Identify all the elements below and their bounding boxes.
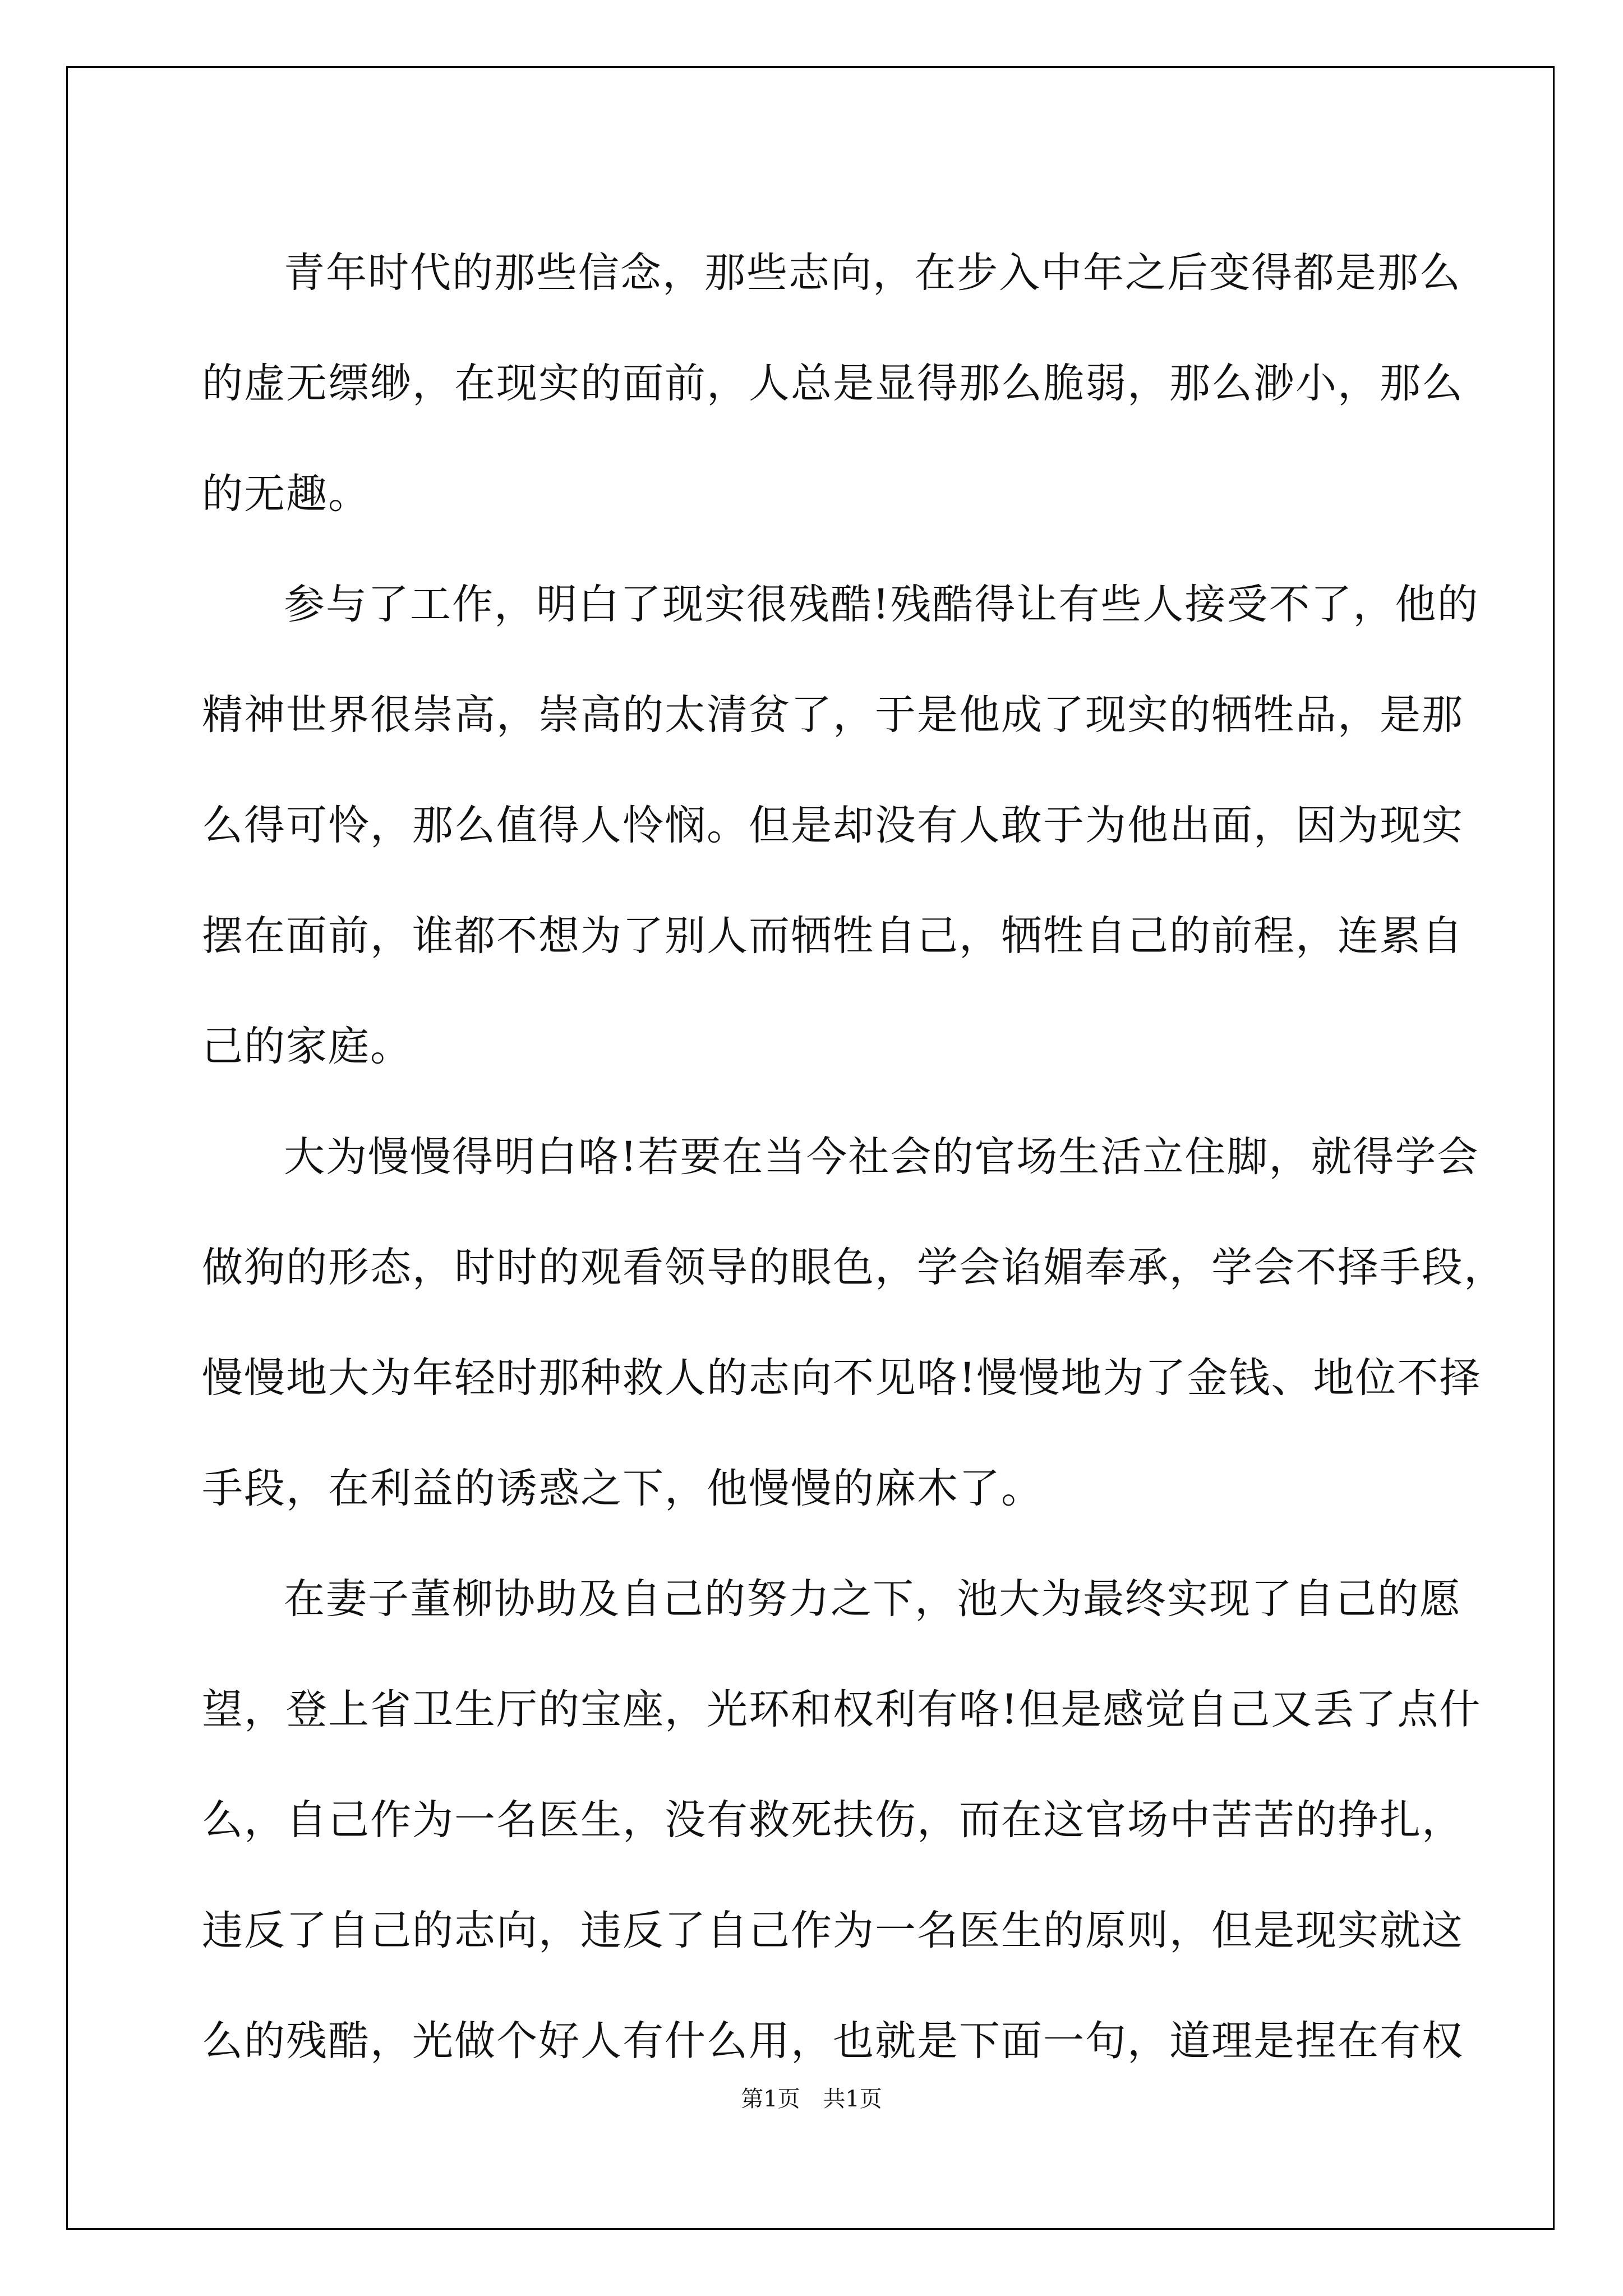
text-line: 么的残酷，光做个好人有什么用，也就是下面一句，道理是捏在有权 [202,2017,1464,2065]
text-line: 青年时代的那些信念，那些志向，在步入中年之后变得都是那么 [284,249,1461,297]
text-line: 望，登上省卫生厅的宝座，光环和权利有咯!但是感觉自己又丢了点什 [202,1686,1482,1733]
page-footer [0,2081,1623,2113]
text-line: 的无趣。 [202,470,370,518]
text-line: 么，自己作为一名医生，没有救死扶伤，而在这官场中苦苦的挣扎， [202,1796,1464,1844]
paragraph-4 [202,1544,1482,2096]
text-line: 大为慢慢得明白咯!若要在当今社会的官场生活立住脚，就得学会 [284,1133,1479,1181]
text-line: 的虚无缥缈，在现实的面前，人总是显得那么脆弱，那么渺小，那么 [202,360,1464,407]
text-line: 做狗的形态，时时的观看领导的眼色，学会谄媚奉承，学会不择手段， [202,1244,1506,1291]
text-line: 违反了自己的志向，违反了自己作为一名医生的原则，但是现实就这 [202,1907,1464,1954]
paragraph-1 [202,218,1464,549]
document-body [202,218,1506,2096]
text-line: 慢慢地大为年轻时那种救人的志向不见咯!慢慢地为了金钱、地位不择 [202,1354,1482,1402]
text-line: 参与了工作，明白了现实很残酷!残酷得让有些人接受不了，他的 [284,581,1479,628]
paragraph-2 [202,549,1479,1102]
text-line: 摆在面前，谁都不想为了别人而牺牲自己，牺牲自己的前程，连累自 [202,912,1464,960]
text-line: 在妻子董柳协助及自己的努力之下，池大为最终实现了自己的愿 [284,1575,1461,1623]
page-total: 共1页 [823,2086,882,2112]
text-line: 手段，在利益的诱惑之下，他慢慢的麻木了。 [202,1465,1043,1512]
text-line: 己的家庭。 [202,1023,412,1070]
text-line: 精神世界很崇高，崇高的太清贫了，于是他成了现实的牺牲品，是那 [202,691,1464,739]
page-number: 第1页 [741,2086,800,2112]
paragraph-3 [202,1102,1506,1544]
text-line: 么得可怜，那么值得人怜悯。但是却没有人敢于为他出面，因为现实 [202,802,1464,849]
